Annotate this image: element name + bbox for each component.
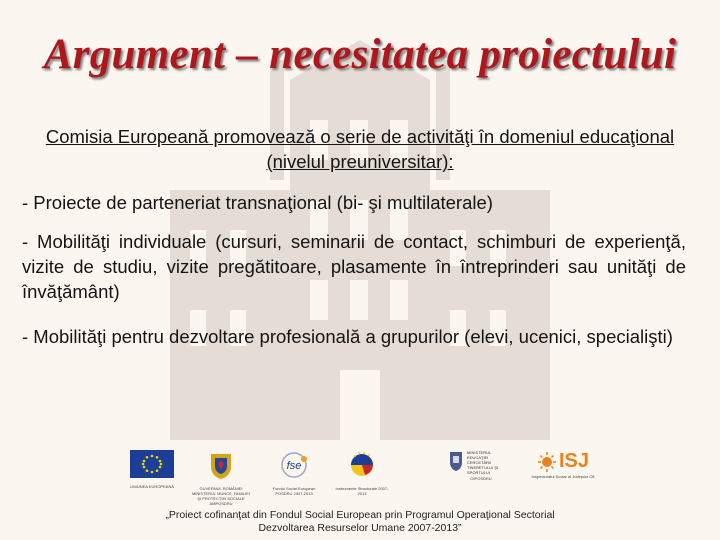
minister-caption: MINISTERUL EDUCAŢIEI CERCETĂRII TINERETULUI ŞI SPORTULUI: [467, 450, 499, 475]
fse-icon: [277, 450, 311, 480]
footer-line-1: „Proiect cofinanţat din Fondul Social European prin Programul Operaţional Sectorial: [165, 509, 555, 521]
ministry-crest-icon: [448, 450, 464, 472]
fse-logo: [264, 450, 324, 496]
footer-line-2: Dezvoltarea Resurselor Umane 2007-2013”: [258, 522, 462, 534]
isj-caption: Inspectoratul Şcolar al Judeţului Olt: [531, 474, 595, 479]
gov-logo: [190, 450, 252, 506]
coat-of-arms-icon: [207, 450, 235, 480]
funding-footer: [0, 509, 720, 535]
svg-text:fse: fse: [286, 460, 302, 472]
eu-caption: UNIUNEA EUROPEANĂ: [129, 484, 174, 489]
sun-icon: [537, 451, 557, 473]
instrumente-logo: [334, 450, 390, 496]
sponsor-logos: [118, 450, 608, 506]
minister-logo: [448, 450, 514, 481]
isj-wordmark: ISJ: [558, 450, 590, 472]
gov-caption: GUVERNUL ROMÂNIEI MINISTERUL MUNCII, FAMILIEI ŞI PROTECŢIEI SOCIALE AMPOSDRU: [191, 486, 251, 506]
eu-logo: [126, 450, 178, 489]
bullet-item: - Mobilităţi pentru dezvoltare profesională a grupurilor (elevi, ucenici, specialişti): [22, 326, 673, 347]
isj-logo: [528, 450, 598, 479]
bullet-list: [22, 190, 686, 363]
bullet-item: - Mobilităţi individuale (cursuri, seminarii de contact, schimburi de experienţă, vizite de studiu, vizite pregătitoare, plasamente în întreprinderi sau unităţi de învăţământ): [22, 231, 686, 302]
oiposdru-caption: OIPOSDRU: [470, 476, 492, 481]
instrumente-caption: Instrumente Structurale 2007-2013: [335, 486, 389, 496]
slide-title: Argument – necesitatea proiectului: [43, 31, 677, 78]
intro-text: Comisia Europeană promovează o serie de activităţi în domeniul educaţional (nivelul preuniversitar):: [45, 126, 675, 172]
eu-flag-icon: [130, 450, 174, 478]
bullet-item: - Proiecte de parteneriat transnaţional (bi- şi multilaterale): [22, 192, 493, 213]
instrumente-structurale-icon: [345, 450, 379, 480]
fse-caption: Fondul Social European POSDRU 2007-2013: [272, 486, 316, 496]
